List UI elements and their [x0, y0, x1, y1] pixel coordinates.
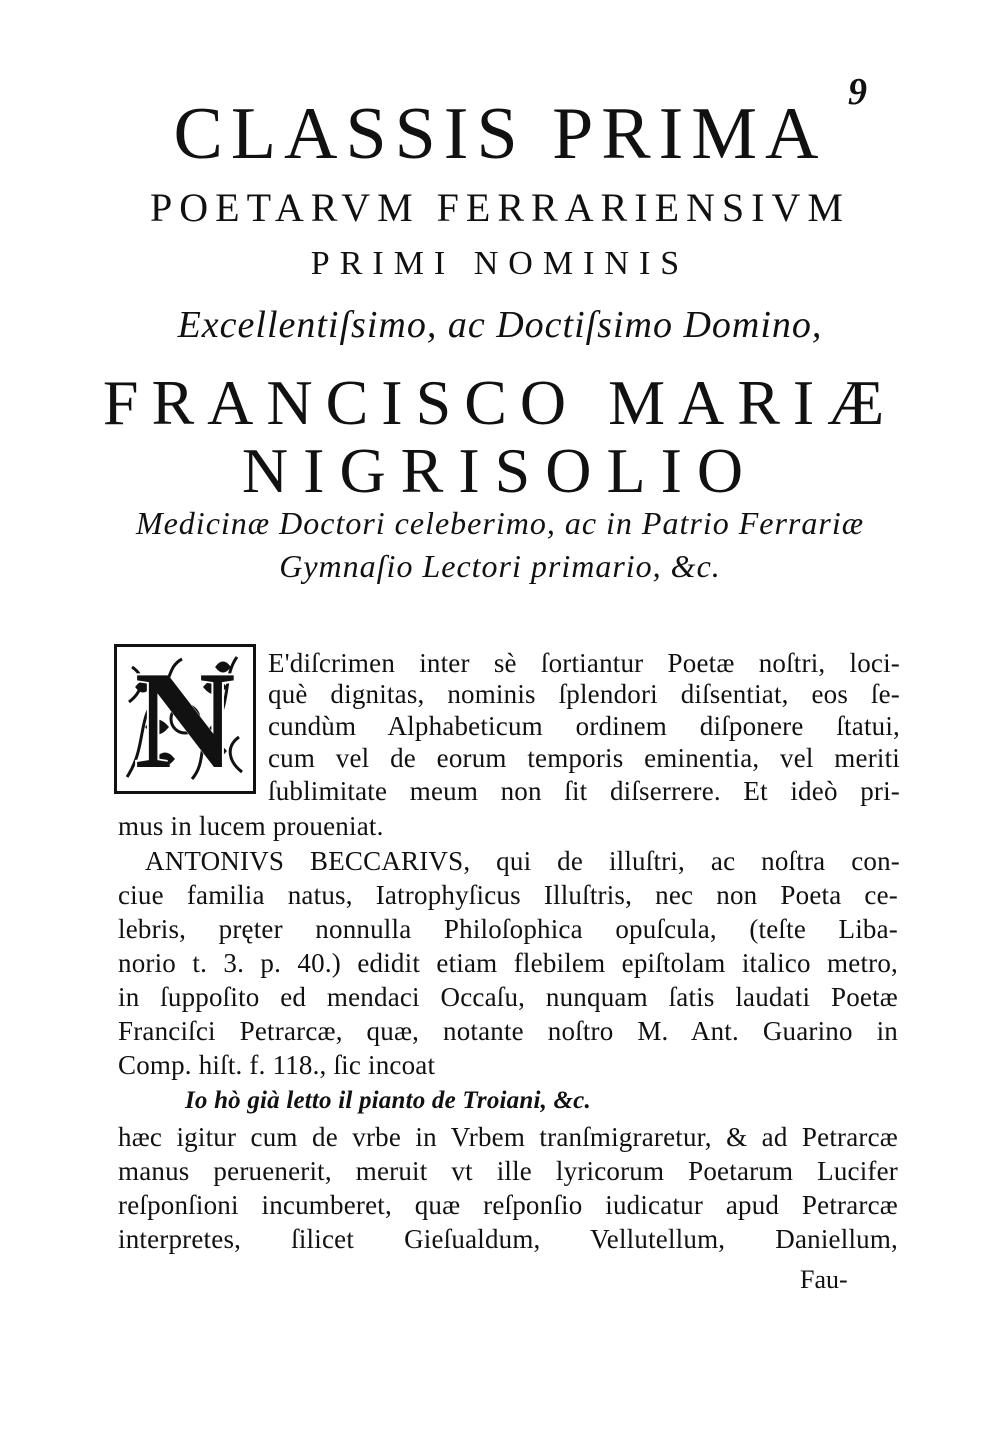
page-number: 9: [848, 71, 867, 113]
body-line-8: ciue familia natus, Iatrophyſicus Illuſtris, nec non Poeta ce-: [118, 880, 898, 910]
body-line-18: interpretes, ſilicet Gieſualdum, Vellutellum, Daniellum,: [118, 1224, 898, 1254]
body-line-11: in ſuppoſito ed mendaci Occaſu, nunquam ſatis laudati Poetæ: [118, 982, 898, 1012]
decorated-initial: [114, 644, 256, 794]
body-line-5: ſublimitate meum non ſit diſserrere. Et ideò pri-: [268, 776, 900, 806]
dedicatee-description-line-1: Medicinæ Doctori celeberimo, ac in Patrio Ferrariæ: [135, 505, 865, 541]
dedication-line: Excellentiſsimo, ac Doctiſsimo Domino,: [177, 304, 823, 346]
initial-letter: N: [134, 644, 236, 794]
catchword: Fau-: [800, 1265, 848, 1294]
subtitle-line-1: POETARVM FERRARIENSIVM: [150, 185, 850, 230]
dedicatee-name-line-1: FRANCISCO MARIÆ: [102, 367, 898, 438]
body-line-13: Comp. hiſt. f. 118., ſic incoat: [118, 1050, 436, 1080]
page-title: CLASSIS PRIMA: [173, 93, 827, 175]
body-line-2: què dignitas, nominis ſplendori diſsentiat, eos ſe-: [268, 679, 900, 709]
body-line-6: mus in lucem proueniat.: [118, 811, 384, 841]
body-line-9: lebris, pręter nonnulla Philoſophica opuſcula, (teſte Liba-: [118, 914, 898, 944]
body-line-7: ANTONIVS BECCARIVS, qui de illuſtri, ac noſtra con-: [145, 846, 900, 876]
body-line-16: manus peruenerit, meruit vt ille lyricorum Poetarum Lucifer: [118, 1156, 898, 1186]
subtitle-line-2: PRIMI NOMINIS: [310, 245, 690, 282]
dedicatee-name-line-2: NIGRISOLIO: [241, 435, 759, 506]
body-line-12: Franciſci Petrarcæ, quæ, notante noſtro M. Ant. Guarino in: [118, 1016, 898, 1046]
body-line-1: E'diſcrimen inter sè ſortiantur Poetæ noſtri, loci-: [268, 648, 900, 678]
body-line-15: hæc igitur cum de vrbe in Vrbem tranſmigraretur, & ad Petrarcæ: [118, 1122, 898, 1152]
quoted-verse-line: Io hò già letto il pianto de Troiani, &c.: [185, 1087, 591, 1114]
body-line-4: cum vel de eorum temporis eminentia, vel meriti: [268, 743, 900, 773]
dedicatee-description-line-2: Gymnaſio Lectori primario, &c.: [279, 548, 721, 584]
body-line-10: norio t. 3. p. 40.) edidit etiam flebilem epiſtolam italico metro,: [118, 948, 898, 978]
body-line-3: cundùm Alphabeticum ordinem diſponere ſtatui,: [268, 711, 900, 741]
body-line-17: reſponſioni incumberet, quæ reſponſio iudicatur apud Petrarcæ: [118, 1190, 898, 1220]
